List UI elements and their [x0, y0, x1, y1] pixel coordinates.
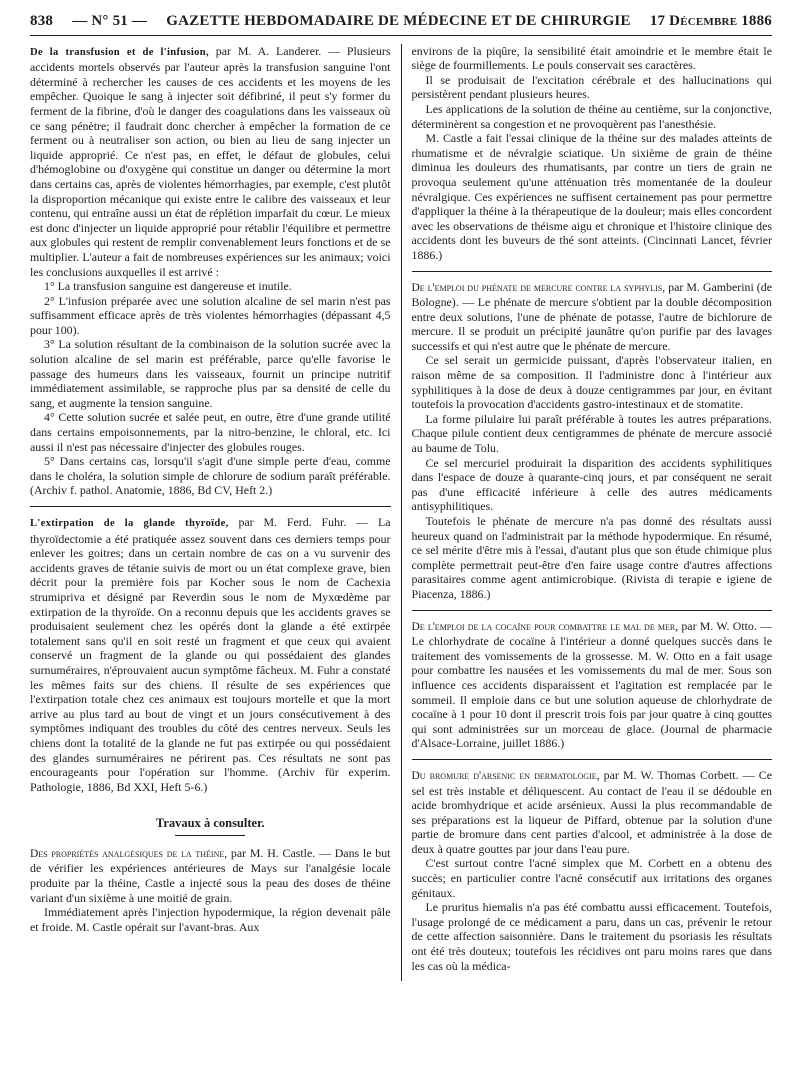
- conclusion-item: 2° L'infusion préparée avec une solution alcaline de sel marin n'est pas suffisamment efficace après de très violentes hémorrhagies (dépassant 4,5 pour 100).: [30, 293, 391, 337]
- article-paragraph: [412, 619, 773, 751]
- conclusion-item: 4° Cette solution sucrée et salée peut, en outre, être d'une grande utilité dans certains empoisonnements, par la nitro-benzine, le chloral, etc. Ici aussi il n'est pas nécessaire d'injecter des globules rouges.: [30, 410, 391, 454]
- article-paragraph: Il se produisait de l'excitation cérébrale et des hallucinations qui persistèrent pendant plusieurs heures.: [411, 72, 772, 102]
- article-paragraph: C'est surtout contre l'acné simplex que M. Corbett en a obtenu des succès; en particulier contre l'acné consécutif aux irritations des organes génitaux.: [411, 856, 772, 900]
- article-thyroid: [30, 515, 391, 794]
- article-paragraph: [30, 515, 391, 794]
- article-title: De l'emploi de la cocaïne pour combattre le mal de mer,: [411, 620, 679, 633]
- article-body: Le phénate de mercure s'obtient par la double décomposition entre deux solutions, l'une de phénate de potasse, l'autre de bichlorure de mercure. Il se produit un précipité jaunâtre qu'on purifie par des lavages successifs et qui n'est autre que le phénate de mercure.: [411, 295, 772, 353]
- article-paragraph: Ce sel serait un germicide puissant, d'après l'observateur italien, en raison même de sa composition. Il l'administre donc à l'intérieur aux syphilitiques à la dose de deux à douze centigrammes par jour, en évitant toutefois la provocation d'accidents gastro-intestinaux et de stomatite.: [411, 353, 772, 412]
- article-author: par M. W. Otto. —: [681, 618, 772, 633]
- article-paragraph: environs de la piqûre, la sensibilité était amoindrie et le membre était le siège de fourmillements. Le pouls conservait ses caractères.: [411, 43, 772, 73]
- article-author: par M. A. Landerer. —: [215, 43, 341, 58]
- article-paragraph: M. Castle a fait l'essai clinique de la théine sur des malades atteints de rhumatisme et de névralgie sciatique. Un sixième de grain de théine diminua les douleurs des rhumatisants, par contre un tiers de grain ne provoqua seulement qu'une atténuation très momentanée de la douleur névralgique. Ces expériences ne suffisent certainement pas pour permettre d'appliquer la théine à la thérapeutique de la douleur; mais elles concordent avec les observations de théisme aigu et chronique et l'histoire clinique des accidents dont les buveurs de thé sont atteints. (Cincinnati Lancet, février 1886.): [411, 131, 772, 262]
- article-paragraph: La forme pilulaire lui paraît préférable à toutes les autres préparations. Chaque pilule contient deux centigrammes de phénate de mercure associé au baume de Tolu.: [411, 411, 772, 456]
- section-heading: Travaux à consulter.: [155, 816, 265, 831]
- article-title: De l'emploi du phénate de mercure contre la syphylis,: [411, 281, 666, 294]
- article-author: par M. Ferd. Fuhr. —: [238, 515, 369, 529]
- article-divider: [412, 271, 773, 272]
- article-transfusion: [30, 44, 391, 498]
- article-paragraph: [412, 768, 773, 857]
- article-paragraph: Le pruritus hiemalis n'a pas été combattu aussi efficacement. Toutefois, l'usage prolongé de ce médicament a paru, dans un cas, prévenir le retour de cette affection saisonnière. Dans le traitement du psoriasis les résultats ont été très douteux; toutefois les récidives ont paru moins rares que dans les cas où la médica-: [411, 900, 772, 973]
- article-body: Le chlorhydrate de cocaïne à l'intérieur a donné quelques succès dans le traitement des vomissements de la grossesse. M. W. Otto en a fait usage pour combattre les nausées et les vomissements du mal de mer. Sous son influence ces accidents disparaissent et l'agitation est remplacée par le sommeil. Il emploie dans ce but une solution aqueuse de chlorhydrate de cocaïne à 1 pour 10 dont il prescrit trois fois par jour quatre à cinq gouttes qui sont administrées sur un morceau de glace. (Journal de pharmacie d'Alsace-Lorraine, juillet 1886.): [411, 634, 772, 751]
- section-rule: [175, 835, 245, 836]
- issue-date: 17 Décembre 1886: [649, 13, 772, 29]
- conclusion-item: 5° Dans certains cas, lorsqu'il s'agit d'une simple perte d'eau, comme dans le choléra, la solution simple de chlorure de sodium paraît préférable. (Archiv f. pathol. Anatomie, 1886, Bd CV, Heft 2.): [30, 454, 391, 498]
- article-divider: [30, 506, 391, 507]
- article-paragraph: Immédiatement après l'injection hypodermique, la région devenait pâle et froide. M. Castle opérait sur l'avant-bras. Aux: [30, 905, 391, 934]
- left-column: [30, 44, 402, 982]
- article-title: De la transfusion et de l'infusion,: [30, 46, 209, 58]
- article-paragraph: [412, 280, 773, 354]
- article-paragraph: [30, 846, 391, 905]
- page-header: [30, 14, 772, 36]
- article-body: — Dans le but de vérifier les expériences antérieures de Mays sur l'analgésie locale produite par la théine, Castle a injecté sous la peau des doses de théine variant d'un sixième à une moitié de grain.: [30, 845, 391, 905]
- article-divider: [412, 610, 773, 611]
- article-body: Plusieurs accidents mortels observés par l'auteur après la transfusion sanguine l'ont déterminé à rechercher les causes de ces accidents et les moyens de les empêcher. Quoique le sang à injecter soit défibriné, il peut s'y former du ferment de la fibrine, d'où le danger des coagulations dans les vaisseaux où ce sang pénètre; il faudrait donc chercher à empêcher la formation de ce ferment ou à neutraliser son action, ou bien au lieu de sang injecter un liquide approprié. Ce n'est pas, en effet, le défaut de globules, celui d'hémoglobine ou d'oxygène qui constitue un danger ou détermine la mort dans certains cas, après de violentes hémorrhagies, par exemple, c'est plutôt la disproportion mécanique qui existe entre le calibre des vaisseaux et leur contenu, qui entraîne aussi un état de réplétion imparfait du cœur. Le mieux est donc d'injecter un liquide approprié pour rétablir l'équilibre et permettre aux globules qui restent de remplir convenablement leurs fonctions et de se multiplier. L'auteur a fait de nombreuses expériences sur les animaux; voici les conclusions auxquelles il est arrivé :: [30, 43, 391, 279]
- article-cocaine: [412, 619, 773, 751]
- article-title: Des propriétés analgésiques de la théine,: [30, 847, 228, 860]
- journal-title: GAZETTE HEBDOMADAIRE DE MÉDECINE ET DE CHIRURGIE: [166, 13, 631, 29]
- article-author: par M. W. Thomas Corbett. —: [603, 767, 755, 782]
- article-paragraph: Toutefois le phénate de mercure n'a pas donné des résultats aussi heureux quand on l'administrait par la méthode hypodermique. En résumé, ce sel mérite d'être mis à l'essai, d'autant plus que son étude chimique plus complète permettrait peut-être d'en faire usage contre d'autres affections parasitaires comme agent antimicrobique. (Rivista di terapie e igiene de Piacenza, 1886.): [411, 514, 772, 601]
- article-author: par M. H. Castle.: [230, 845, 316, 860]
- conclusion-item: 3° La solution résultant de la combinaison de la solution sucrée avec la solution alcaline de sel marin est préférable, parce qu'elle favorise le passage des humeurs dans les vaisseaux, fournit un principe nutritif immédiatement assimilable, se rapproche plus par sa densité de celle du sang, et augmente la tension sanguine.: [30, 337, 391, 410]
- page-number: 838: [30, 13, 54, 29]
- article-divider: [412, 759, 773, 760]
- article-arsenic-bromide: [412, 768, 773, 973]
- article-paragraph: Les applications de la solution de théine au centième, sur la conjonctive, déterminèrent sa congestion et ne provoquèrent pas l'anesthésie.: [411, 101, 772, 131]
- article-theine: [30, 846, 391, 935]
- article-body: La thyroïdectomie a été pratiquée assez souvent dans ces derniers temps pour enlever les goitres; dans un certain nombre de cas on a vu survenir des accidents graves de tétanie suivis de mort ou un état complexe grave, bien décrit pour la première fois par Kocher sous le nom de Cachexia strumipriva et désigné par Reverdin sous le nom de Myxœdème par extirpation de la thyroïde. On a reconnu depuis que les accidents graves se produisaient seulement chez les opérés dont la glande a été extirpée totalement sans qu'il en soit resté un fragment et que ceux qui avaient conservé un fragment de la glande ou qui possédaient des glandes surnuméraires, n'éprouvaient aucun symptôme fâcheux. M. Fuhr a constaté les mêmes faits sur des chiens. Il résulte de ses expériences que l'extirpation totale chez ces animaux est toujours mortelle et que la mort arrive au plus tard au bout de vingt et un jours consécutivement à des symptômes indiquant des troubles du côté des centres nerveux. Seuls les chiens dont la totalité de la glande ne fut pas extirpée ou qui possédaient des glandes surnuméraires ne périrent pas. Ces résultats ne sont pas encourageants pour l'opération sur l'homme. (Archiv für experim. Pathologie, 1886, Bd XXI, Heft 5-6.): [30, 515, 391, 794]
- article-title: L'extirpation de la glande thyroïde,: [30, 518, 229, 529]
- issue-number: — N° 51 —: [72, 13, 148, 29]
- article-paragraph: [30, 44, 391, 280]
- right-column: [402, 44, 773, 982]
- article-author: par M. Gamberini (de Bologne). —: [411, 279, 772, 310]
- article-title: Du bromure d'arsenic en dermatologie,: [411, 769, 600, 782]
- article-body: Ce sel est très instable et déliquescent. Au contact de l'eau il se dédouble en acide bromhydrique et acide arsénieux. Aussi la plus recommandable de ses préparations est la liqueur de Piffard, obtenue par la solution d'une partie de bromure dans cent parties d'alcool, et administrée à la dose de deux à quatre gouttes par jour dans l'eau pure.: [411, 767, 772, 856]
- conclusion-item: 1° La transfusion sanguine est dangereuse et inutile.: [44, 279, 292, 294]
- two-column-body: [30, 44, 772, 982]
- article-paragraph: Ce sel mercuriel produirait la disparition des accidents syphilitiques dans l'espace de douze à quarante-cinq jours, et par conséquent ne serait pas d'une efficacité inférieure à celle des autres médicaments antisyphilitiques.: [411, 455, 772, 514]
- article-theine-continued: [412, 44, 773, 263]
- article-phenate-mercury: [412, 280, 773, 602]
